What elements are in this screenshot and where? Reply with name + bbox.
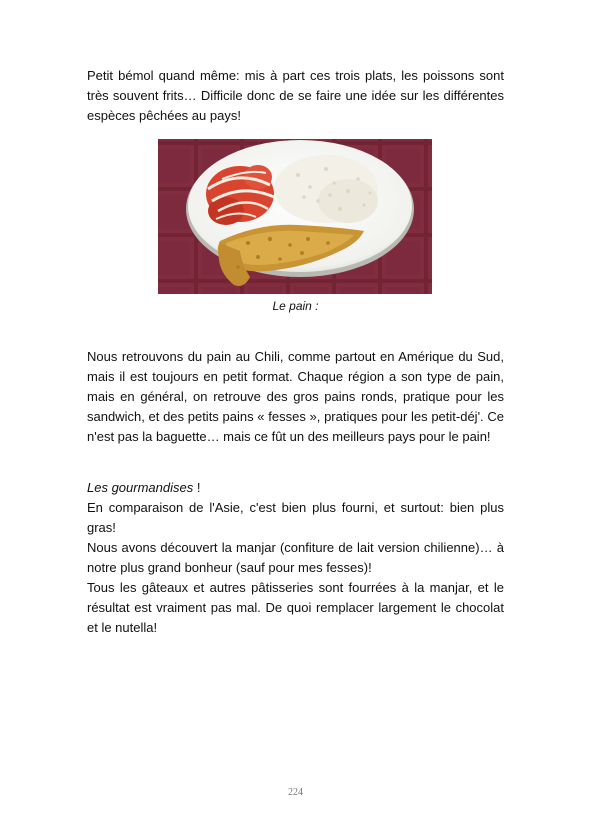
photo-caption: Le pain :: [272, 299, 319, 313]
fried-fish-plate-image: [158, 139, 432, 294]
section-gourmandises: [87, 478, 504, 638]
gourmandises-heading: Les gourmandises: [87, 480, 194, 495]
paragraph-bread: Nous retrouvons du pain au Chili, comme partout en Amérique du Sud, mais il est toujours en petit format. Chaque région a son type de pain, mais en général, on retrouve des gros pains ronds, pratique pour les sandwich, et des petits pains « fesses », pratiques pour les petit-déj'. Ce n'est pas la baguette… mais ce fût un des meilleurs pays pour le pain!: [87, 349, 504, 444]
paragraph-fried-fish: Petit bémol quand même: mis à part ces trois plats, les poissons sont très souvent frits… Difficile donc de se faire une idée sur les différentes espèces pêchées au pays!: [87, 68, 504, 123]
gourmandises-line-pastries: Tous les gâteaux et autres pâtisseries sont fourrées à la manjar, et le résultat est vraiment pas mal. De quoi remplacer largement le chocolat et le nutella!: [87, 580, 504, 635]
fried-fish-photo: [158, 139, 432, 294]
gourmandises-line-manjar: Nous avons découvert la manjar (confiture de lait version chilienne)… à notre plus grand bonheur (sauf pour mes fesses)!: [87, 540, 504, 575]
page-number: 224: [288, 787, 303, 798]
gourmandises-heading-suffix: !: [193, 480, 201, 495]
gourmandises-line-asia: En comparaison de l'Asie, c'est bien plus fourni, et surtout: bien plus gras!: [87, 500, 504, 535]
gourmandises-heading-line: [87, 478, 504, 498]
